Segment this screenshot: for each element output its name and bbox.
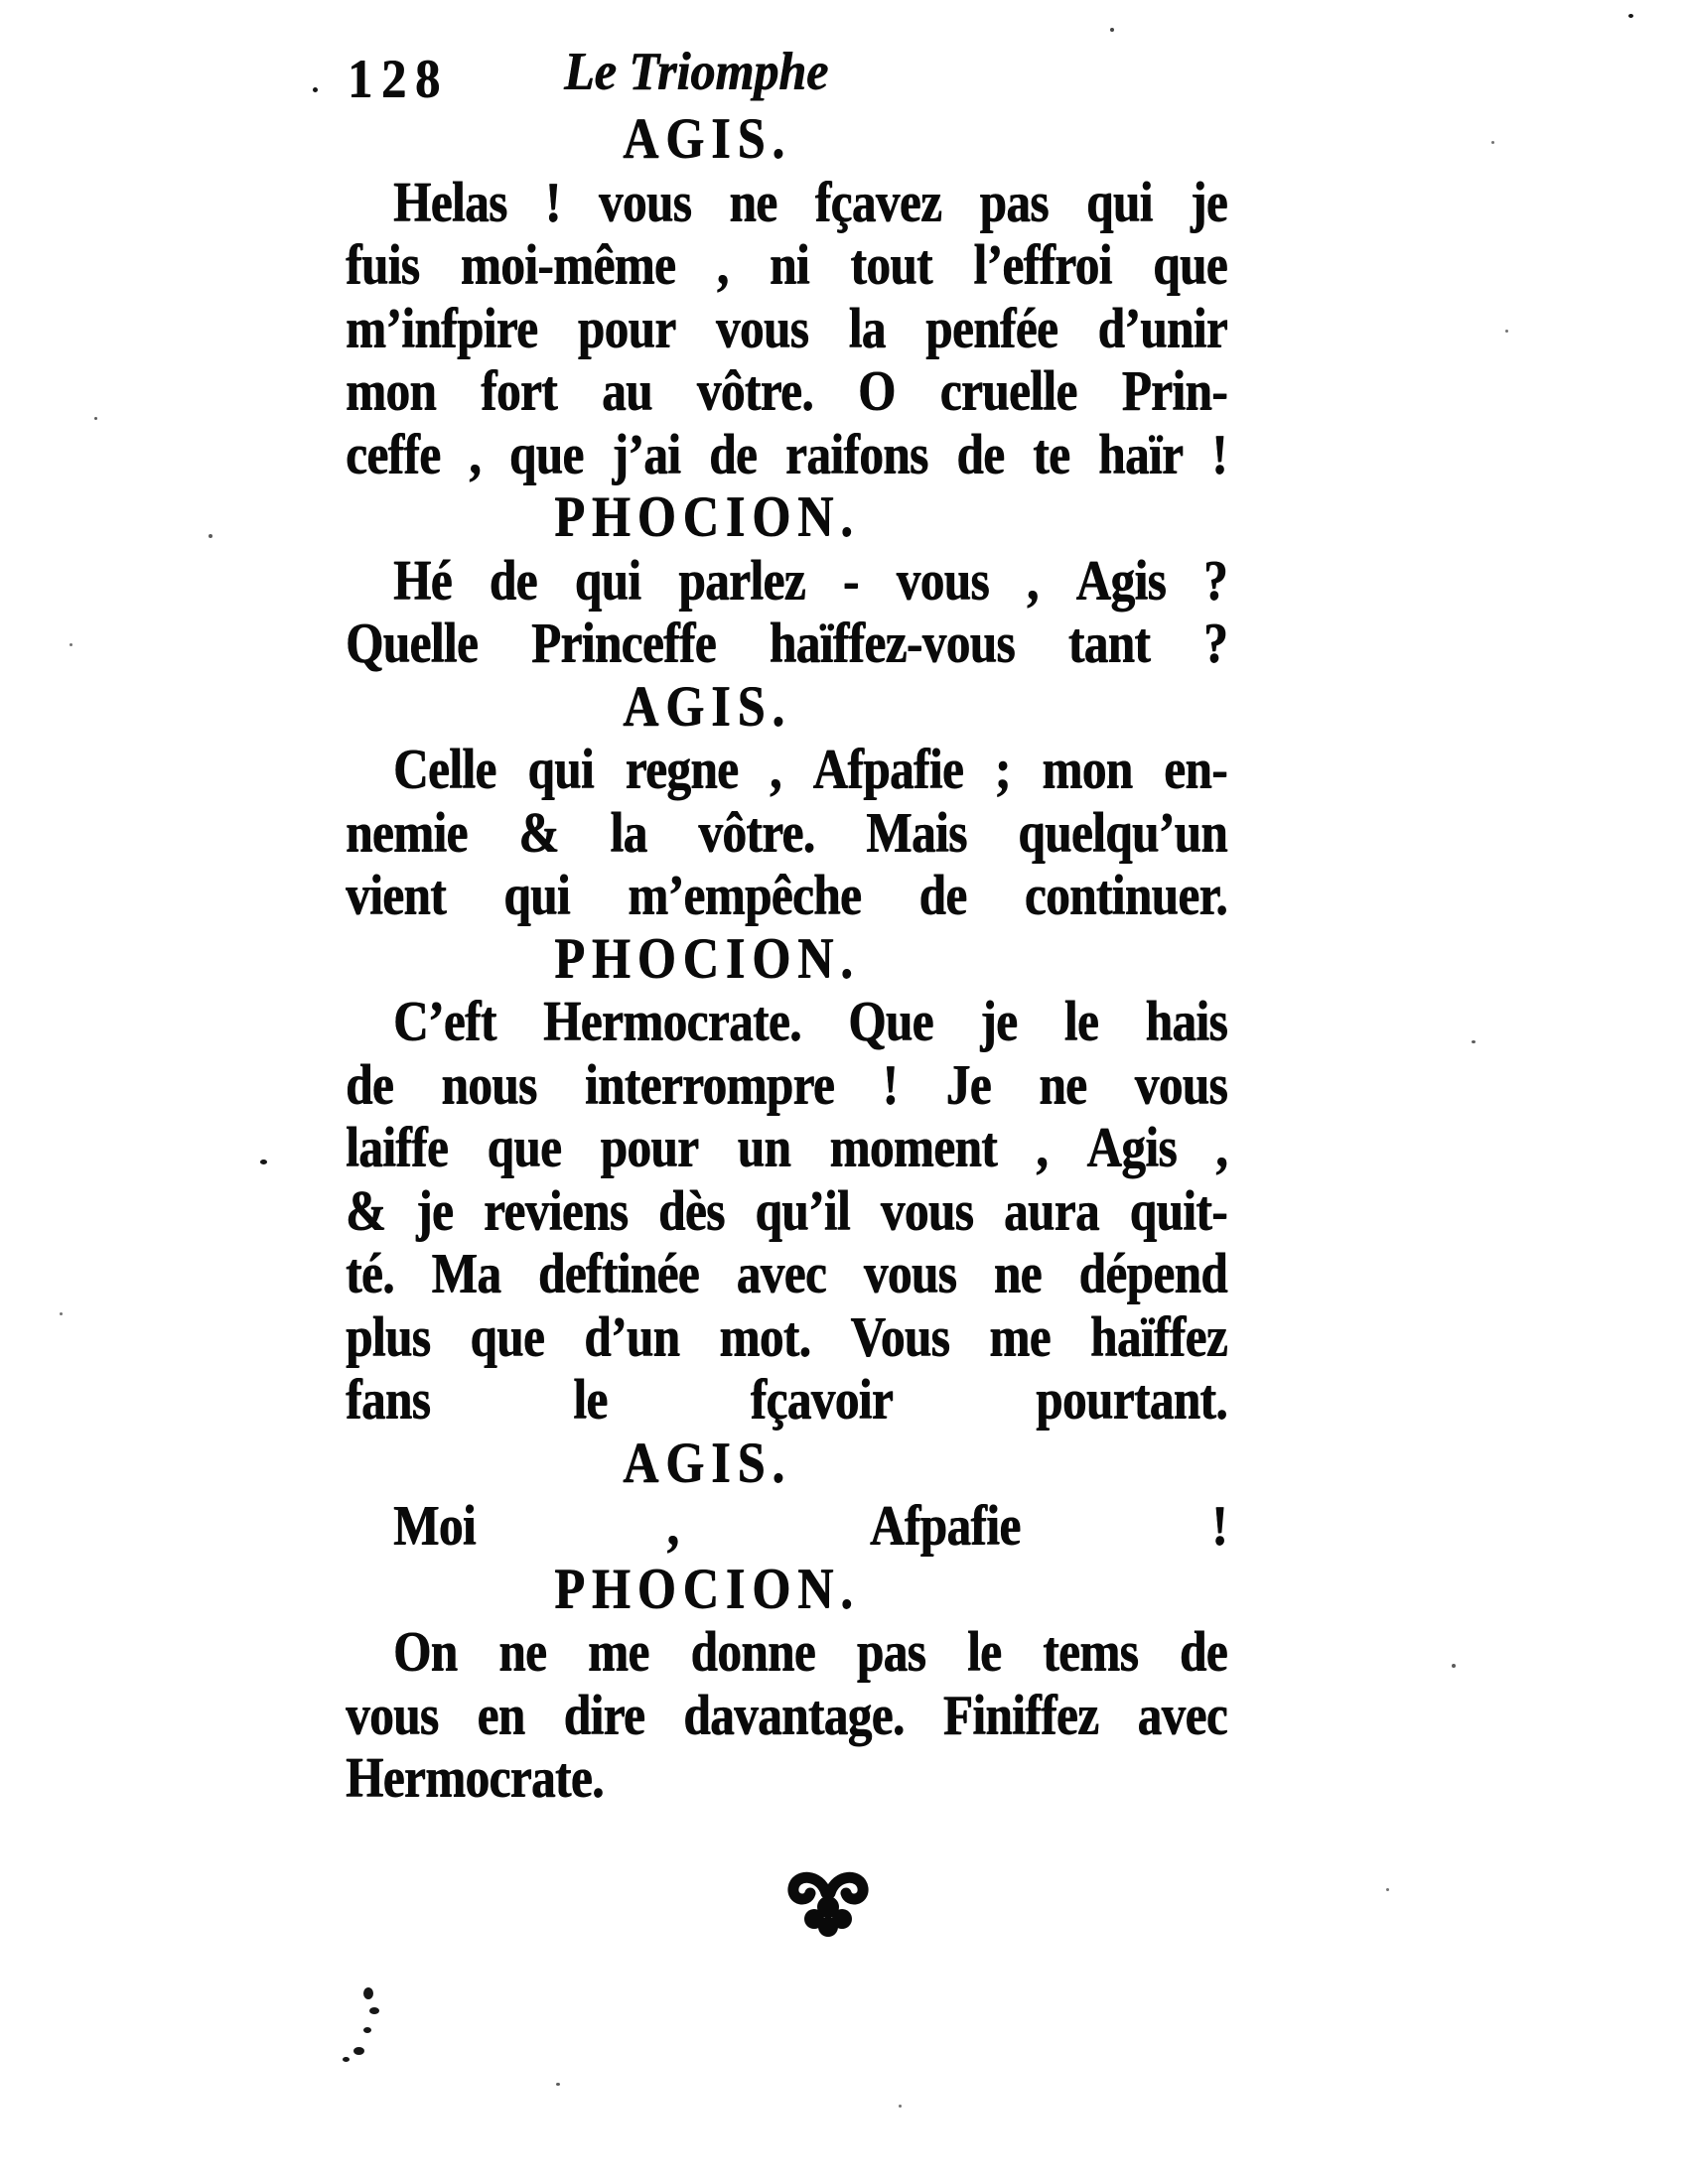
word: pas	[979, 170, 1049, 233]
word: &	[346, 1178, 386, 1242]
ink-speck	[260, 1160, 267, 1164]
word: vous	[863, 1241, 957, 1305]
word: avec	[736, 1241, 827, 1305]
word: fort	[481, 358, 557, 423]
word: te	[1033, 422, 1070, 485]
word: !	[544, 170, 561, 233]
dialogue-line	[346, 1741, 1227, 1815]
dialogue-line	[346, 1489, 1227, 1563]
word: en-	[1164, 737, 1227, 801]
word: qui	[503, 863, 570, 927]
word: vous	[1134, 1052, 1227, 1116]
word: Hé	[393, 548, 452, 612]
word: Princeffe	[530, 611, 716, 675]
word: davantage.	[683, 1683, 905, 1746]
speaker-heading: PHOCION.	[554, 483, 860, 549]
word: fçavez	[814, 170, 942, 233]
word: l’effroi	[973, 232, 1112, 297]
word: hais	[1145, 989, 1227, 1053]
word: Afpafie	[812, 737, 964, 801]
word: Mais	[866, 800, 967, 864]
word: mon	[1042, 737, 1133, 801]
word: ,	[1215, 1115, 1227, 1179]
word: mot.	[719, 1304, 811, 1368]
word: ,	[666, 1493, 679, 1558]
word: ,	[716, 232, 729, 297]
word: cruelle	[939, 358, 1077, 423]
word: !	[882, 1052, 899, 1116]
word: Agis	[1086, 1115, 1177, 1179]
ink-speck	[1472, 1040, 1476, 1043]
word: le	[573, 1367, 608, 1432]
word: d’unir	[1097, 296, 1227, 359]
page-number: 128	[348, 48, 449, 109]
word: !	[1211, 422, 1227, 485]
word: raifons	[784, 422, 928, 485]
word: fuis	[346, 232, 420, 297]
word: Celle	[393, 737, 496, 801]
word: pour	[600, 1115, 699, 1179]
word: que	[470, 1304, 545, 1368]
speaker-heading: PHOCION.	[554, 924, 860, 990]
word: m’empêche	[628, 863, 862, 927]
ink-speck	[353, 2047, 364, 2055]
word: dès	[658, 1178, 725, 1242]
word: haïffez	[1089, 1304, 1227, 1368]
word: vôtre.	[696, 358, 813, 423]
word: dépend	[1078, 1241, 1227, 1305]
word: Je	[945, 1052, 991, 1116]
ink-speck	[1386, 1888, 1389, 1891]
word: avec	[1137, 1683, 1227, 1746]
word: de	[956, 422, 1005, 485]
word: continuer.	[1024, 863, 1227, 927]
word: vient	[346, 863, 446, 927]
word: quit-	[1129, 1178, 1227, 1242]
word: vous	[896, 548, 989, 612]
word: qu’il	[755, 1178, 850, 1242]
word: mon	[346, 358, 437, 423]
word: aura	[1003, 1178, 1099, 1242]
word: Hermocrate.	[543, 989, 801, 1053]
word: Que	[848, 989, 933, 1053]
word: ?	[1203, 611, 1227, 675]
speaker-heading: AGIS.	[623, 1429, 791, 1494]
ink-speck	[363, 2027, 371, 2033]
word: Moi	[393, 1493, 476, 1558]
word: On	[393, 1619, 458, 1684]
word: ne	[729, 170, 777, 233]
speaker-heading: PHOCION.	[554, 1555, 860, 1620]
dialogue-line	[346, 1111, 1227, 1184]
dialogue-line	[346, 354, 1227, 428]
word: de	[918, 863, 967, 927]
word: un	[737, 1115, 791, 1179]
word: de	[489, 548, 537, 612]
dialogue-line	[346, 1363, 1227, 1436]
ink-speck	[313, 87, 318, 92]
speaker-heading: AGIS.	[623, 672, 791, 738]
ink-speck	[343, 2057, 350, 2062]
ink-speck	[1452, 1664, 1456, 1668]
word: qui	[1086, 170, 1153, 233]
word: tems	[1043, 1619, 1139, 1684]
dialogue-line	[346, 733, 1227, 806]
word: la	[610, 800, 647, 864]
ink-speck	[209, 534, 212, 538]
dialogue-line	[346, 985, 1227, 1058]
word: interrompre	[584, 1052, 835, 1116]
ink-speck	[1628, 14, 1633, 18]
word: je	[416, 1178, 454, 1242]
word: vous	[715, 296, 809, 359]
dialogue-line	[346, 859, 1227, 932]
word: je	[980, 989, 1018, 1053]
word: haïffez-vous	[769, 611, 1015, 675]
word: ,	[1036, 1115, 1049, 1179]
word: d’un	[584, 1304, 680, 1368]
word: penfée	[925, 296, 1058, 359]
word: Finiffez	[942, 1683, 1099, 1746]
printer-fleuron-icon	[780, 1866, 876, 1946]
word: Agis	[1075, 548, 1167, 612]
word: donne	[690, 1619, 815, 1684]
word: me	[989, 1304, 1051, 1368]
word: plus	[346, 1304, 431, 1368]
ink-speck	[1110, 28, 1114, 32]
word: Afpafie	[869, 1493, 1021, 1558]
word: vôtre.	[698, 800, 815, 864]
word: ;	[994, 737, 1011, 801]
word: pourtant.	[1036, 1367, 1227, 1432]
word: vous	[598, 170, 692, 233]
ink-speck	[899, 2105, 902, 2108]
word: quelqu’un	[1018, 800, 1227, 864]
ink-speck	[1491, 141, 1494, 144]
word: vous	[346, 1683, 439, 1746]
ink-speck	[1505, 330, 1508, 333]
word: j’ai	[612, 422, 681, 485]
word: ne	[1039, 1052, 1087, 1116]
word: fans	[346, 1367, 431, 1432]
word: haïr	[1098, 422, 1184, 485]
word: tant	[1067, 611, 1151, 675]
word: ne	[993, 1241, 1042, 1305]
word: la	[848, 296, 886, 359]
ink-speck	[369, 2007, 379, 2014]
word: fçavoir	[750, 1367, 894, 1432]
ink-speck	[70, 643, 72, 646]
speaker-heading: AGIS.	[623, 105, 791, 171]
word: de	[346, 1052, 393, 1116]
word: dire	[563, 1683, 645, 1746]
word: Hermocrate.	[346, 1745, 604, 1810]
word: ,	[769, 737, 781, 801]
ink-speck	[60, 1312, 63, 1315]
word: m’infpire	[346, 296, 538, 359]
word: ?	[1202, 548, 1227, 612]
word: ,	[1026, 548, 1039, 612]
word: que	[487, 1115, 562, 1179]
word: té.	[346, 1241, 394, 1305]
dialogue-line	[346, 1615, 1227, 1689]
word: Vous	[850, 1304, 950, 1368]
dialogue-text-block	[346, 107, 1227, 1810]
word: au	[602, 358, 652, 423]
dialogue-line	[346, 607, 1227, 680]
word: en	[477, 1683, 525, 1746]
ink-speck	[556, 2083, 560, 2086]
word: qui	[574, 548, 641, 612]
word: &	[518, 800, 559, 864]
word: tout	[850, 232, 932, 297]
word: pas	[856, 1619, 926, 1684]
ink-speck	[94, 417, 97, 420]
word: le	[1063, 989, 1099, 1053]
word: moi-même	[460, 232, 676, 297]
word: ne	[498, 1619, 547, 1684]
dialogue-line	[346, 228, 1227, 302]
word: Helas	[393, 170, 507, 233]
word: nemie	[346, 800, 468, 864]
running-title: Le Triomphe	[564, 40, 829, 101]
word: ,	[469, 422, 481, 485]
word: de	[1179, 1619, 1227, 1684]
word: -	[842, 548, 859, 612]
word: qui	[527, 737, 594, 801]
word: que	[1153, 232, 1227, 297]
word: pour	[577, 296, 676, 359]
word: Ma	[431, 1241, 501, 1305]
word: ceffe	[346, 422, 441, 485]
word: reviens	[483, 1178, 629, 1242]
word: que	[508, 422, 584, 485]
word: !	[1211, 1493, 1227, 1558]
word: laiffe	[346, 1115, 449, 1179]
word: Prin-	[1121, 358, 1227, 423]
word: nous	[441, 1052, 537, 1116]
ink-speck	[363, 1987, 373, 1999]
word: le	[966, 1619, 1002, 1684]
word: deftinée	[537, 1241, 699, 1305]
word: parlez	[678, 548, 805, 612]
word: de	[709, 422, 758, 485]
word: me	[588, 1619, 649, 1684]
word: ni	[770, 232, 809, 297]
word: regne	[625, 737, 739, 801]
word: je	[1190, 170, 1227, 233]
dialogue-line	[346, 1237, 1227, 1310]
word: moment	[829, 1115, 997, 1179]
word: Quelle	[346, 611, 479, 675]
word: C’eft	[393, 989, 496, 1053]
word: O	[857, 358, 896, 423]
word: vous	[880, 1178, 974, 1242]
